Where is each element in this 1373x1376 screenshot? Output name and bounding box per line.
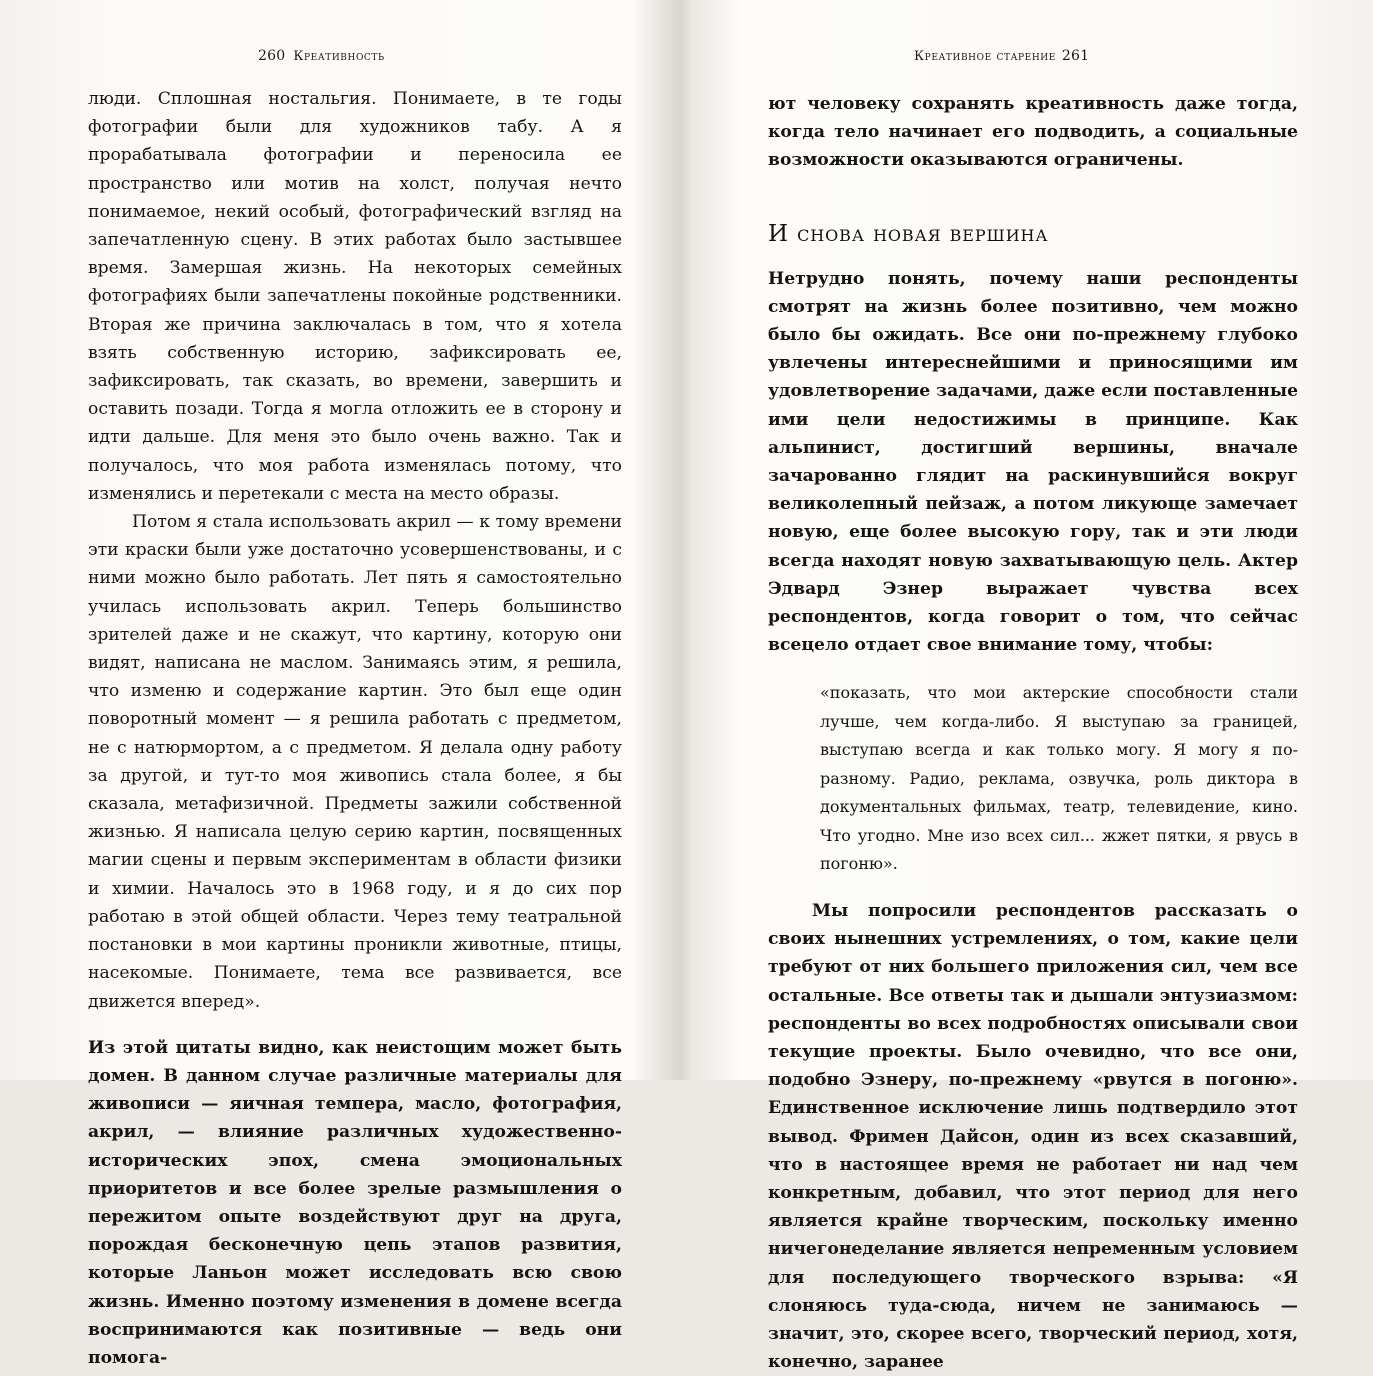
left-paragraph-3: Из этой цитаты видно, как неистощим может быть домен. В данном случае различные материалы для живописи — яичная темпера, масло, фотография, акрил, — влияние различных художественно-исторических эпох, смена эмоциональных приоритетов и все более зрелые размышления о пережитом опыте воздействуют друг на друга, порождая бесконечную цепь этапов развития, которые Ланьон может исследовать всю свою жизнь. Именно поэтому изменения в домене всегда воспринимаются как позитивные — ведь они помога-: [88, 1037, 622, 1368]
left-running-head: [258, 48, 385, 64]
left-paragraph-1: люди. Сплошная ностальгия. Понимаете, в те годы фотографии были для художников табу. А я прорабатывала фотографии и переносила ее пространство или мотив на холст, получая нечто понимаемое, некий особый, фотографический взгляд на запечатленную сцену. В этих работах было застывшее время. Замершая жизнь. На некоторых семейных фотографиях были запечатлены покойные родственники. Вторая же причина заключалась в том, что я хотела взять собственную историю, зафиксировать ее, зафиксировать, так сказать, во времени, завершить и оставить позади. Тогда я могла отложить ее в сторону и идти дальше. Для меня это было очень важно. Так и получалось, что моя работа изменялась потому, что изменялись и перетекали с места на место образы.: [88, 89, 622, 504]
right-paragraph-2: Нетрудно понять, почему наши респонденты смотрят на жизнь более позитивно, чем можно было бы ожидать. Все они по-прежнему глубоко увлечены интереснейшими и приносящими им удовлетворение задачами, даже если поставленные ими цели недостижимы в принципе. Как альпинист, достигший вершины, вначале зачарованно глядит на раскинувшийся вокруг великолепный пейзаж, а потом ликующе замечает новую, еще более высокую гору, так и эти люди всегда находят новую захватывающую цель. Актер Эдвард Эзнер выражает чувства всех респондентов, когда говорит о том, что сейчас всецело отдает свое внимание тому, чтобы:: [768, 268, 1298, 656]
right-running-title: Креативное старение: [914, 49, 1056, 64]
right-running-head: [914, 48, 1089, 64]
right-page-text: [768, 90, 1298, 1376]
left-running-title: Креативность: [293, 49, 385, 64]
right-page: [686, 0, 1373, 1373]
block-quote: «показать, что мои актерские способности стали лучше, чем когда-либо. Я выступаю за границей, выступаю всегда и как только могу. Я могу я по-разному. Радио, реклама, озвучка, роль диктора в документальных фильмах, театр, телевидение, кино. Что угодно. Мне изо всех сил... жжет пятки, я рвусь в погоню».: [820, 683, 1298, 874]
left-page-number: 260: [258, 48, 286, 64]
left-page: [0, 0, 686, 1368]
right-paragraph-3: Мы попросили респондентов рассказать о своих нынешних устремлениях, о том, какие цели требуют от них большего приложения сил, чем все остальные. Все ответы так и дышали энтузиазмом: респонденты во всех подробностях описывали свои текущие проекты. Было очевидно, что все они, подобно Эзнеру, по-прежнему «рвутся в погоню». Единственное исключение лишь подтвердило этот вывод. Фримен Дайсон, один из всех сказавший, что в настоящее время не работает ни над чем конкретным, добавил, что этот период для него является крайне творческим, поскольку именно ничегонеделание является непременным условием для последующего творческого взрыва: «Я слоняюсь туда-сюда, ничем не занимаюсь — значит, это, скорее всего, творческий период, хотя, конечно, заранее: [768, 900, 1298, 1373]
left-page-text: [88, 85, 622, 1372]
section-heading: И снова новая вершина: [768, 220, 1049, 247]
right-page-number: 261: [1061, 48, 1090, 64]
left-paragraph-2: Потом я стала использовать акрил — к тому времени эти краски были уже достаточно усовершенствованы, и с ними можно было работать. Лет пять я самостоятельно училась использовать акрил. Теперь большинство зрителей даже и не скажут, что картину, которую они видят, написана не маслом. Занимаясь этим, я решила, что изменю и содержание картин. Это был еще один поворотный момент — я решила работать с предметом, не с натюрмортом, а с предметом. Я делала одну работу за другой, и тут-то моя живопись стала более, я бы сказала, метафизичной. Предметы зажили собственной жизнью. Я написала целую серию картин, посвященных магии сцены и первым экспериментам в области физики и химии. Началось это в 1968 году, и я до сих пор работаю в этой общей области. Через тему театральной постановки в мои картины проникли животные, птицы, насекомые. Понимаете, тема все развивается, все движется вперед».: [88, 512, 622, 1012]
right-paragraph-1: ют человеку сохранять креативность даже тогда, когда тело начинает его подводить, а социальные возможности оказываются ограничены.: [768, 94, 1298, 171]
